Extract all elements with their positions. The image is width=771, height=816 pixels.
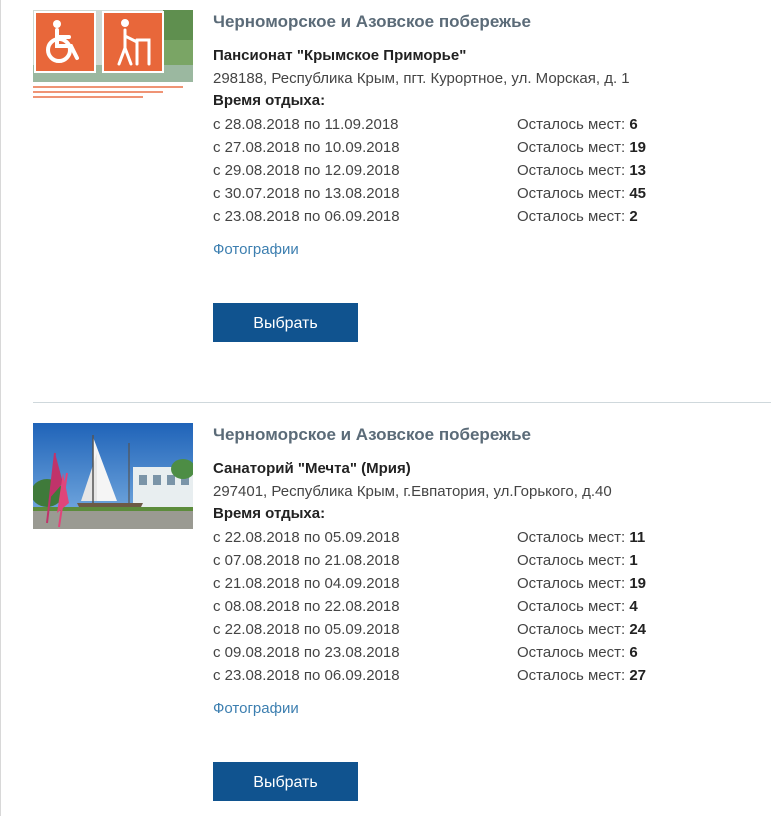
period-row <box>213 618 768 641</box>
select-button[interactable]: Выбрать <box>213 762 358 801</box>
period-dates: с 22.08.2018 по 05.09.2018 <box>213 529 400 546</box>
period-row <box>213 641 768 664</box>
places-left: Осталось мест: 1 <box>517 552 638 569</box>
period-heading: Время отдыха: <box>213 92 326 109</box>
listing-2-info <box>213 423 768 719</box>
period-dates: с 23.08.2018 по 06.09.2018 <box>213 667 400 684</box>
period-row <box>213 572 768 595</box>
listing-name: Санаторий "Мечта" (Мрия) <box>213 460 411 477</box>
photos-link[interactable]: Фотографии <box>213 700 299 717</box>
listing-address: 298188, Республика Крым, пгт. Курортное, ул. Морская, д. 1 <box>213 70 630 87</box>
sanatorium-photo-image <box>33 423 193 529</box>
period-row <box>213 526 768 549</box>
period-dates: с 21.08.2018 по 04.09.2018 <box>213 575 400 592</box>
period-dates: с 27.08.2018 по 10.09.2018 <box>213 139 400 156</box>
select-button[interactable]: Выбрать <box>213 303 358 342</box>
listing-1-info <box>213 10 768 260</box>
listing-address: 297401, Республика Крым, г.Евпатория, ул.Горького, д.40 <box>213 483 612 500</box>
period-dates: с 30.07.2018 по 13.08.2018 <box>213 185 400 202</box>
accessibility-pictograms-image <box>33 10 193 100</box>
listing-divider <box>33 402 771 403</box>
photos-link[interactable]: Фотографии <box>213 241 299 258</box>
places-left: Осталось мест: 19 <box>517 575 647 592</box>
places-left: Осталось мест: 11 <box>517 529 646 546</box>
listing-2-image[interactable] <box>33 423 193 529</box>
listing-card-1 <box>33 10 771 402</box>
listing-region: Черноморское и Азовское побережье <box>213 12 532 31</box>
listing-name: Пансионат "Крымское Приморье" <box>213 47 467 64</box>
period-row <box>213 136 768 159</box>
period-dates: с 28.08.2018 по 11.09.2018 <box>213 116 399 133</box>
period-dates: с 22.08.2018 по 05.09.2018 <box>213 621 400 638</box>
period-dates: с 29.08.2018 по 12.09.2018 <box>213 162 400 179</box>
period-heading: Время отдыха: <box>213 505 326 522</box>
places-left: Осталось мест: 24 <box>517 621 647 638</box>
places-left: Осталось мест: 27 <box>517 667 647 684</box>
places-left: Осталось мест: 4 <box>517 598 638 615</box>
places-left: Осталось мест: 6 <box>517 644 638 661</box>
period-row <box>213 205 768 228</box>
period-dates: с 08.08.2018 по 22.08.2018 <box>213 598 400 615</box>
places-left: Осталось мест: 13 <box>517 162 647 179</box>
period-row <box>213 595 768 618</box>
period-row <box>213 113 768 136</box>
period-row <box>213 664 768 687</box>
listing-region: Черноморское и Азовское побережье <box>213 425 532 444</box>
places-left: Осталось мест: 6 <box>517 116 638 133</box>
period-row <box>213 549 768 572</box>
page-left-border <box>0 0 1 816</box>
places-left: Осталось мест: 45 <box>517 185 647 202</box>
places-left: Осталось мест: 2 <box>517 208 638 225</box>
period-row <box>213 182 768 205</box>
period-row <box>213 159 768 182</box>
listing-1-image[interactable] <box>33 10 193 100</box>
places-left: Осталось мест: 19 <box>517 139 647 156</box>
period-list <box>213 526 768 687</box>
listing-card-2 <box>33 423 771 816</box>
period-list <box>213 113 768 228</box>
period-dates: с 09.08.2018 по 23.08.2018 <box>213 644 400 661</box>
period-dates: с 23.08.2018 по 06.09.2018 <box>213 208 400 225</box>
period-dates: с 07.08.2018 по 21.08.2018 <box>213 552 400 569</box>
